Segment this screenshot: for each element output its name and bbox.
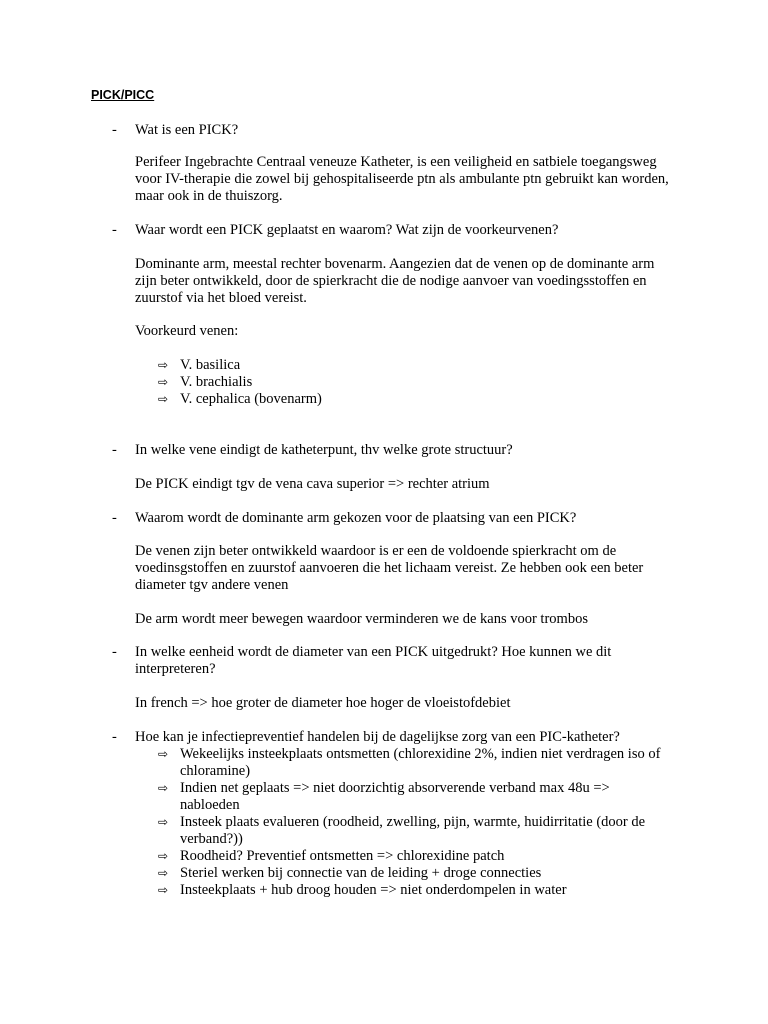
vein-list [158,357,678,408]
list-item: ⇨ Insteekplaats + hub droog houden => niet onderdompelen in water [158,882,567,898]
answer-5: In french => hoe groter de diameter hoe hoger de vloeistofdebiet [135,695,511,711]
arrow-icon: ⇨ [158,815,169,829]
list-item: ⇨ V. brachialis [158,374,253,390]
arrow-icon: ⇨ [158,849,169,863]
list-item: ⇨ Indien net geplaats => niet doorzichtig absorverende verband max 48u => nabloeden [158,780,610,813]
infection-prevention-list [158,746,668,899]
answer-3: De PICK eindigt tgv de vena cava superior => rechter atrium [135,476,490,492]
answer-1: Perifeer Ingebrachte Centraal veneuze Katheter, is een veiligheid en satbiele toegangsweg voor IV-therapie die zowel bij gehospitaliseerde ptn als ambulante ptn gebruikt kan worden, maar ook in de thuiszorg. [135,154,669,204]
arrow-icon: ⇨ [158,392,169,406]
bullet-dash: - [112,122,117,138]
question-2: Waar wordt een PICK geplaatst en waarom? Wat zijn de voorkeurvenen? [135,222,559,238]
list-item: ⇨ Wekeelijks insteekplaats ontsmetten (chlorexidine 2%, indien niet verdragen iso of chloramine) [158,746,661,779]
bullet-dash: - [112,442,117,458]
list-item: ⇨ Roodheid? Preventief ontsmetten => chlorexidine patch [158,848,505,864]
arrow-icon: ⇨ [158,866,169,880]
question-3: In welke vene eindigt de katheterpunt, thv welke grote structuur? [135,442,513,458]
answer-2: Dominante arm, meestal rechter bovenarm. Aangezien dat de venen op de dominante arm zijn beter ontwikkeld, door de spierkracht die de nodige aanvoer van voedingsstoffen en zuurstof via het bloed vereist. [135,256,655,306]
bullet-dash: - [112,729,117,745]
list-item: ⇨ Insteek plaats evalueren (roodheid, zwelling, pijn, warmte, huidirritatie (door de verband?)) [158,814,646,847]
arrow-icon: ⇨ [158,747,169,761]
arrow-icon: ⇨ [158,883,169,897]
page-title: PICK/PICC [91,88,155,102]
arrow-icon: ⇨ [158,375,169,389]
question-6: Hoe kan je infectiepreventief handelen bij de dagelijkse zorg van een PIC-katheter? [135,729,620,745]
question-1: Wat is een PICK? [135,122,239,138]
list-item: ⇨ V. basilica [158,357,241,373]
answer-4: De venen zijn beter ontwikkeld waardoor is er een de voldoende spierkracht om de voedinsgstoffen en zuurstof aanvoeren die het lichaam vereist. Ze hebben ook een beter diameter tgv andere venen [135,543,644,593]
question-5: In welke eenheid wordt de diameter van een PICK uitgedrukt? Hoe kunnen we dit interpreteren? [135,644,612,677]
answer-2-subheading: Voorkeurd venen: [135,323,239,339]
list-item: ⇨ Steriel werken bij connectie van de leiding + droge connecties [158,865,542,881]
answer-4b: De arm wordt meer bewegen waardoor verminderen we de kans voor trombos [135,611,588,627]
arrow-icon: ⇨ [158,781,169,795]
arrow-icon: ⇨ [158,358,169,372]
question-4: Waarom wordt de dominante arm gekozen voor de plaatsing van een PICK? [135,510,577,526]
list-item: ⇨ V. cephalica (bovenarm) [158,391,322,407]
bullet-dash: - [112,222,117,238]
bullet-dash: - [112,510,117,526]
bullet-dash: - [112,644,117,660]
